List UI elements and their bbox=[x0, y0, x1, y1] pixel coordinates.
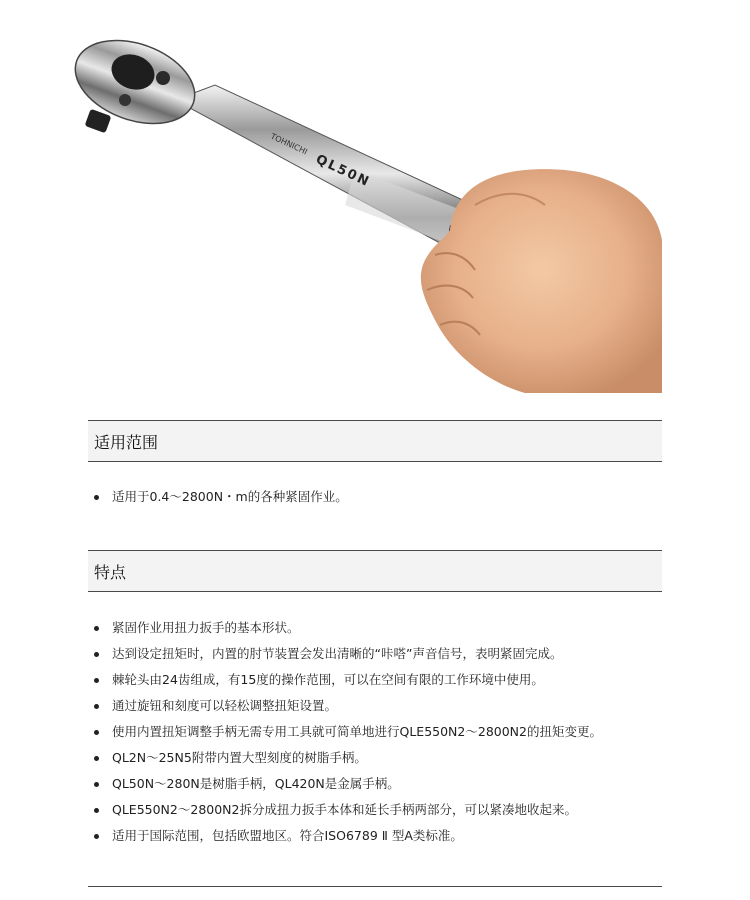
list-item-text: 棘轮头由24齿组成，有15度的操作范围，可以在空间有限的工作环境中使用。 bbox=[112, 672, 544, 687]
bullet-icon bbox=[94, 495, 99, 500]
list-item-text: 适用于0.4～2800N・m的各种紧固作业。 bbox=[112, 489, 348, 504]
section-title-scope: 适用范围 bbox=[94, 433, 159, 452]
list-item bbox=[88, 615, 688, 641]
bullet-icon bbox=[94, 756, 99, 761]
bullet-icon bbox=[94, 652, 99, 657]
bullet-icon bbox=[94, 808, 99, 813]
product-photo bbox=[55, 0, 662, 393]
bullet-icon bbox=[94, 626, 99, 631]
bullet-icon bbox=[94, 834, 99, 839]
list-item-text: 适用于国际范围，包括欧盟地区。符合ISO6789 Ⅱ 型A类标准。 bbox=[112, 828, 463, 843]
features-list bbox=[88, 615, 688, 849]
list-item-text: 通过旋钮和刻度可以轻松调整扭矩设置。 bbox=[112, 698, 338, 713]
list-item bbox=[88, 484, 688, 510]
bullet-icon bbox=[94, 782, 99, 787]
list-item-text: 达到设定扭矩时，内置的肘节装置会发出清晰的“咔嗒”声音信号，表明紧固完成。 bbox=[112, 646, 563, 661]
list-item-text: QL50N～280N是树脂手柄，QL420N是金属手柄。 bbox=[112, 776, 400, 791]
bottom-divider bbox=[88, 886, 662, 887]
list-item bbox=[88, 693, 688, 719]
list-item bbox=[88, 797, 688, 823]
list-item bbox=[88, 667, 688, 693]
section-header-features bbox=[88, 550, 662, 592]
bullet-icon bbox=[94, 678, 99, 683]
list-item-text: 使用内置扭矩调整手柄无需专用工具就可简单地进行QLE550N2～2800N2的扭矩变更。 bbox=[112, 724, 602, 739]
section-header-scope bbox=[88, 420, 662, 462]
scope-list bbox=[88, 484, 688, 510]
list-item bbox=[88, 745, 688, 771]
list-item bbox=[88, 823, 688, 849]
wrench-model-text: QL50N bbox=[313, 152, 373, 191]
list-item-text: QL2N～25N5附带内置大型刻度的树脂手柄。 bbox=[112, 750, 367, 765]
list-item-text: QLE550N2～2800N2拆分成扭力扳手本体和延长手柄两部分，可以紧凑地收起来。 bbox=[112, 802, 577, 817]
list-item bbox=[88, 771, 688, 797]
list-item-text: 紧固作业用扭力扳手的基本形状。 bbox=[112, 620, 300, 635]
list-item bbox=[88, 641, 688, 667]
wrench-brand-text: TOHNICHI bbox=[269, 131, 309, 157]
bullet-icon bbox=[94, 730, 99, 735]
list-item bbox=[88, 719, 688, 745]
section-title-features: 特点 bbox=[94, 563, 127, 582]
bullet-icon bbox=[94, 704, 99, 709]
